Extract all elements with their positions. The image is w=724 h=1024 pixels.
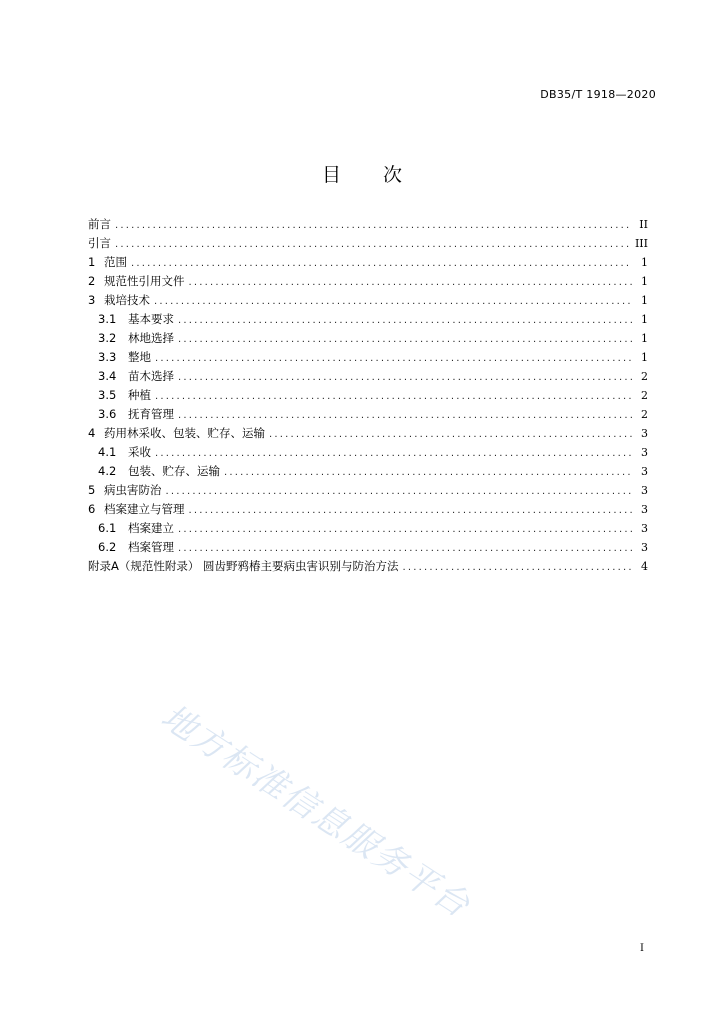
- title-char-left: 目: [321, 164, 341, 186]
- toc-entry[interactable]: [88, 539, 648, 558]
- toc-leader-dots: [178, 372, 632, 383]
- toc-entry[interactable]: [88, 520, 648, 539]
- toc-entry-label: 采收: [128, 445, 151, 459]
- toc-entry-label: 整地: [128, 350, 151, 364]
- title-char-right: 次: [383, 164, 403, 186]
- toc-leader-dots: [224, 467, 632, 478]
- toc-entry-number: 5: [88, 483, 96, 497]
- toc-leader-dots: [178, 524, 632, 535]
- toc-entry-number: 4: [88, 426, 96, 440]
- toc-leader-dots: [178, 315, 632, 326]
- toc-leader-dots: [178, 410, 632, 421]
- toc-entry-label: 苗木选择: [128, 369, 174, 383]
- toc-entry[interactable]: [88, 482, 648, 501]
- toc-leader-dots: [166, 486, 633, 497]
- toc-leader-dots: [155, 391, 632, 402]
- toc-entry-number: 3.1: [98, 312, 117, 326]
- toc-entry-label: 包装、贮存、运输: [128, 464, 220, 478]
- toc-entry-number: 3.3: [98, 350, 117, 364]
- toc-entry-page: 1: [641, 275, 648, 288]
- toc-leader-dots: [131, 258, 632, 269]
- toc-entry-label: 基本要求: [128, 312, 174, 326]
- toc-entry-number: 6: [88, 502, 96, 516]
- toc-entry-page: 1: [641, 256, 648, 269]
- toc-entry[interactable]: [88, 330, 648, 349]
- toc-leader-dots: [115, 239, 631, 250]
- toc-entry-page: 1: [641, 351, 648, 364]
- toc-entry-number: 3: [88, 293, 96, 307]
- toc-leader-dots: [189, 277, 633, 288]
- toc-entry[interactable]: [88, 463, 648, 482]
- toc-entry[interactable]: [88, 406, 648, 425]
- toc-entry-page: 3: [641, 446, 648, 459]
- toc-entry-page: III: [634, 237, 648, 250]
- toc-entry-page: 3: [641, 465, 648, 478]
- toc-entry-page: II: [639, 218, 648, 231]
- toc-entry-number: 4.1: [98, 445, 117, 459]
- toc-entry-label: 病虫害防治: [104, 483, 162, 497]
- toc-entry[interactable]: [88, 368, 648, 387]
- toc-entry[interactable]: [88, 292, 648, 311]
- toc-entry-number: 3.4: [98, 369, 117, 383]
- toc-leader-dots: [154, 296, 632, 307]
- toc-entry-number: 2: [88, 274, 96, 288]
- toc-entry-number: 1: [88, 255, 96, 269]
- toc-entry-page: 3: [641, 522, 648, 535]
- toc-entry[interactable]: [88, 216, 648, 235]
- toc-entry-label: 栽培技术: [104, 293, 150, 307]
- toc-entry-label: 前言: [88, 217, 111, 231]
- toc-leader-dots: [155, 448, 632, 459]
- toc-leader-dots: [115, 220, 632, 231]
- toc-entry-number: 4.2: [98, 464, 117, 478]
- toc-entry[interactable]: [88, 311, 648, 330]
- page-title: [0, 160, 724, 187]
- toc-entry[interactable]: [88, 501, 648, 520]
- toc-leader-dots: [178, 334, 632, 345]
- toc-leader-dots: [189, 505, 633, 516]
- toc-entry-label: 引言: [88, 236, 111, 250]
- document-number: DB35/T 1918—2020: [540, 88, 656, 101]
- toc-entry-number: 6.1: [98, 521, 117, 535]
- toc-entry-label: 抚育管理: [128, 407, 174, 421]
- toc-entry-page: 2: [641, 370, 648, 383]
- toc-entry[interactable]: [88, 273, 648, 292]
- toc-leader-dots: [178, 543, 632, 554]
- toc-leader-dots: [403, 562, 632, 573]
- toc-entry-page: 3: [641, 503, 648, 516]
- table-of-contents: [88, 216, 648, 577]
- toc-entry-page: 3: [641, 541, 648, 554]
- watermark: 地方标准信息服务平台: [153, 696, 478, 927]
- toc-entry[interactable]: [88, 387, 648, 406]
- toc-entry-number: 3.6: [98, 407, 117, 421]
- toc-entry-number: 6.2: [98, 540, 117, 554]
- toc-leader-dots: [155, 353, 632, 364]
- toc-entry-label: 规范性引用文件: [104, 274, 185, 288]
- toc-entry[interactable]: [88, 254, 648, 273]
- toc-entry-label: 种植: [128, 388, 151, 402]
- toc-entry[interactable]: [88, 349, 648, 368]
- toc-entry-label: 范围: [104, 255, 127, 269]
- toc-entry-page: 3: [641, 484, 648, 497]
- toc-entry-label: 附录A（规范性附录） 圆齿野鸦椿主要病虫害识别与防治方法: [88, 559, 399, 573]
- toc-entry[interactable]: [88, 425, 648, 444]
- toc-entry-label: 林地选择: [128, 331, 174, 345]
- toc-entry-page: 2: [641, 408, 648, 421]
- toc-entry-label: 档案管理: [128, 540, 174, 554]
- toc-entry-page: 1: [641, 294, 648, 307]
- toc-entry[interactable]: [88, 235, 648, 254]
- toc-entry-label: 档案建立: [128, 521, 174, 535]
- toc-entry-page: 2: [641, 389, 648, 402]
- toc-leader-dots: [269, 429, 632, 440]
- toc-entry-label: 药用林采收、包装、贮存、运输: [104, 426, 265, 440]
- toc-entry-page: 3: [641, 427, 648, 440]
- toc-entry[interactable]: [88, 558, 648, 577]
- toc-entry-page: 4: [641, 560, 648, 573]
- toc-entry-page: 1: [641, 332, 648, 345]
- toc-entry-number: 3.2: [98, 331, 117, 345]
- toc-entry-page: 1: [641, 313, 648, 326]
- toc-entry[interactable]: [88, 444, 648, 463]
- toc-entry-label: 档案建立与管理: [104, 502, 185, 516]
- page-number: I: [640, 943, 644, 954]
- toc-entry-number: 3.5: [98, 388, 117, 402]
